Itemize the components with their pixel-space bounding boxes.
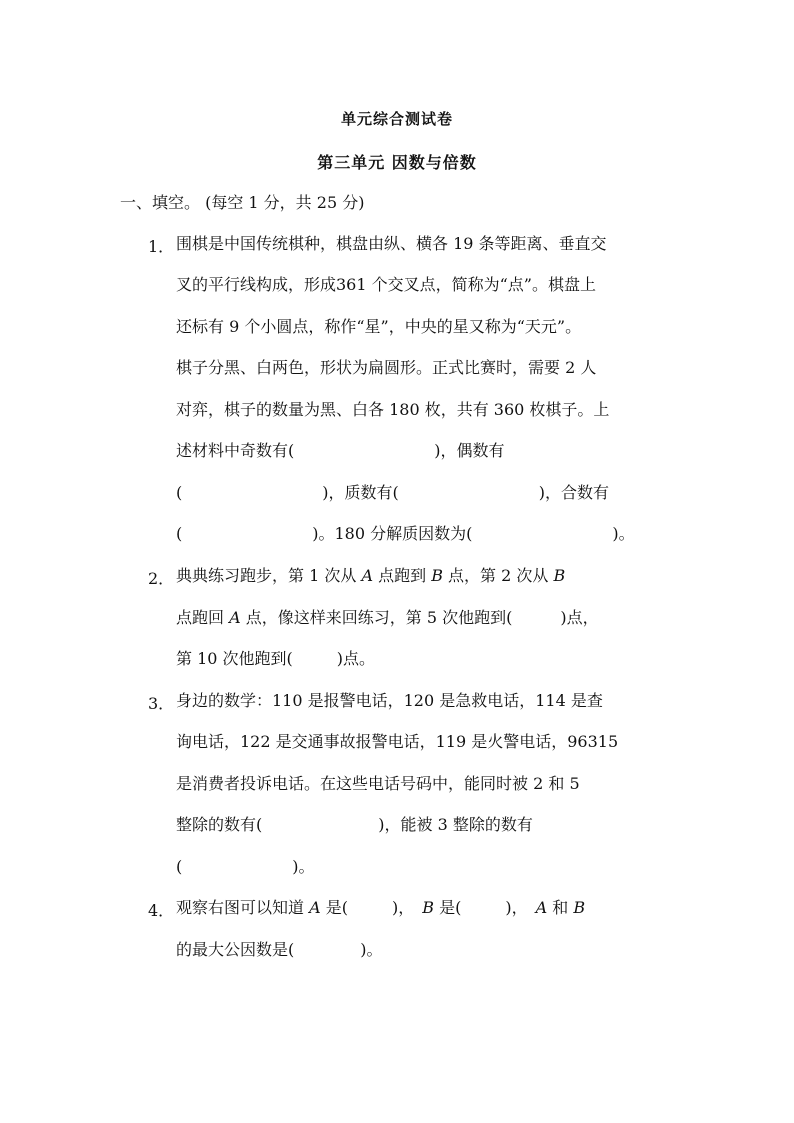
question-1-line-2: 叉的平行线构成，形成361 个交叉点，简称为“点”。棋盘上 — [176, 275, 596, 294]
question-4-line-1 — [176, 897, 585, 919]
question-1-number: 1． — [148, 237, 175, 256]
q2-text-4: 点跑回 — [176, 608, 230, 627]
question-1-line-5: 对弈，棋子的数量为黑、白各 180 枚，共有 360 枚棋子。上 — [176, 400, 610, 419]
q4-var-a: A — [309, 898, 321, 917]
question-3-line-1: 身边的数学：110 是报警电话，120 是急救电话，114 是查 — [176, 691, 603, 710]
q3-text-1: 整除的数有( — [176, 815, 263, 834]
q4-text-2: 是( — [320, 898, 348, 917]
question-4-line-2 — [176, 939, 383, 961]
question-3-number: 3． — [148, 694, 175, 713]
question-1-blank-line-1 — [176, 440, 505, 462]
q2-text-2: 点跑到 — [373, 566, 432, 585]
question-2-line-2 — [176, 607, 599, 629]
q2-text-7: 第 10 次他跑到( — [176, 649, 293, 668]
document-title: 单元综合测试卷 — [340, 110, 453, 128]
question-1-blank-line-3 — [176, 523, 635, 545]
q1-text-composite-label: )，合数有 — [538, 483, 609, 502]
question-3-line-2: 询电话，122 是交通事故报警电话，119 是火警电话，96315 — [176, 732, 619, 751]
q1-text-even-label: )，偶数有 — [434, 441, 505, 460]
q4-var-b-2: B — [573, 898, 586, 917]
q2-var-a: A — [361, 566, 374, 585]
document-subtitle: 第三单元 因数与倍数 — [317, 153, 477, 172]
q3-text-3: ( — [176, 857, 183, 876]
q1-text-open-2: ( — [176, 524, 183, 543]
section-heading: 一、填空。 (每空 1 分，共 25 分) — [120, 193, 365, 212]
q1-text-close: )。 — [612, 524, 635, 543]
question-2-number: 2． — [148, 569, 175, 588]
q4-text-3: )， — [392, 898, 415, 917]
q4-var-a-2: A — [535, 898, 548, 917]
question-2-line-3 — [176, 648, 375, 670]
q4-text-6: 和 — [547, 898, 574, 917]
question-1-blank-line-2 — [176, 482, 609, 504]
q4-text-5: )， — [505, 898, 528, 917]
q3-text-2: )，能被 3 整除的数有 — [378, 815, 533, 834]
question-1-line-4: 棋子分黑、白两色，形状为扁圆形。正式比赛时，需要 2 人 — [176, 358, 597, 377]
question-3-line-5 — [176, 856, 315, 878]
q4-text-4: 是( — [434, 898, 462, 917]
q2-text-5: 点，像这样来回练习，第 5 次他跑到( — [240, 608, 513, 627]
q2-text-6: )点， — [560, 608, 599, 627]
q2-var-b-2: B — [553, 566, 566, 585]
question-2-line-1 — [176, 565, 565, 587]
q1-text-prime-label: )，质数有( — [322, 483, 399, 502]
question-3-line-3: 是消费者投诉电话。在这些电话号码中，能同时被 2 和 5 — [176, 774, 580, 793]
q2-text-3: 点，第 2 次从 — [442, 566, 554, 585]
q2-var-a-2: A — [229, 608, 241, 627]
q4-text-1: 观察右图可以知道 — [176, 898, 310, 917]
q1-text-factor-label: )。180 分解质因数为( — [312, 524, 473, 543]
question-4-number: 4． — [148, 901, 175, 920]
q2-var-b: B — [431, 566, 443, 585]
question-1-line-3: 还标有 9 个小圆点，称作“星”，中央的星又称为“天元”。 — [176, 317, 582, 336]
q1-text-odd-label: 述材料中奇数有( — [176, 441, 295, 460]
question-1-line-1: 围棋是中国传统棋种，棋盘由纵、横各 19 条等距离、垂直交 — [176, 234, 607, 253]
q2-text-8: )点。 — [336, 649, 376, 668]
q4-text-7: 的最大公因数是( — [176, 940, 295, 959]
q2-text-1: 典典练习跑步，第 1 次从 — [176, 566, 362, 585]
q4-var-b: B — [422, 898, 435, 917]
q1-text-open: ( — [176, 483, 183, 502]
q3-text-4: )。 — [292, 857, 315, 876]
q4-text-8: )。 — [360, 940, 383, 959]
question-3-line-4 — [176, 814, 533, 836]
